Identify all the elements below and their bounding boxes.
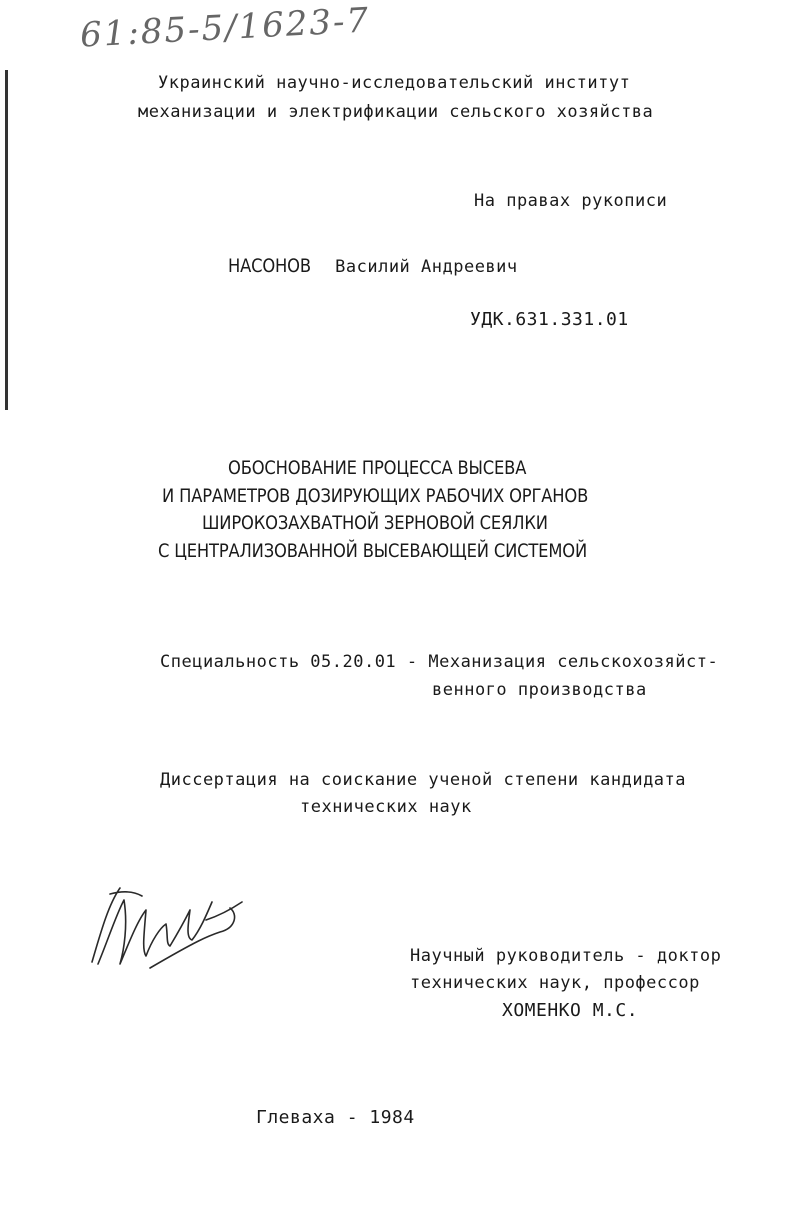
title-line-3: ШИРОКОЗАХВАТНОЙ ЗЕРНОВОЙ СЕЯЛКИ [202,512,548,534]
dissertation-line-2: технических наук [300,797,472,817]
institute-line-1: Украинский научно-исследовательский институт [158,73,631,93]
specialty-line-2: венного производства [432,680,647,700]
supervisor-line-2: технических наук, профессор [410,973,700,993]
author-given-names: Василий Андреевич [335,257,518,277]
handwritten-archive-number: 61:85-5/1623-7 [79,0,372,56]
manuscript-note: На правах рукописи [474,191,668,211]
margin-rule [5,70,8,410]
supervisor-line-1: Научный руководитель - доктор [410,946,722,966]
supervisor-name: ХОМЕНКО М.С. [502,1000,639,1021]
title-line-2: И ПАРАМЕТРОВ ДОЗИРУЮЩИХ РАБОЧИХ ОРГАНОВ [162,485,589,507]
title-line-4: С ЦЕНТРАЛИЗОВАННОЙ ВЫСЕВАЮЩЕЙ СИСТЕМОЙ [158,540,588,562]
title-line-1: ОБОСНОВАНИЕ ПРОЦЕССА ВЫСЕВА [228,457,527,479]
place-year: Глеваха - 1984 [256,1107,415,1128]
signature [80,880,250,970]
author-surname: НАСОНОВ [228,255,311,277]
author-name [228,255,518,277]
specialty-line-1: Специальность 05.20.01 - Механизация сельскохозяйст- [160,652,719,672]
institute-line-2: механизации и электрификации сельского хозяйства [138,102,654,122]
dissertation-line-1: Диссертация на соискание ученой степени кандидата [160,770,687,790]
udc-code: УДК.631.331.01 [470,309,629,330]
